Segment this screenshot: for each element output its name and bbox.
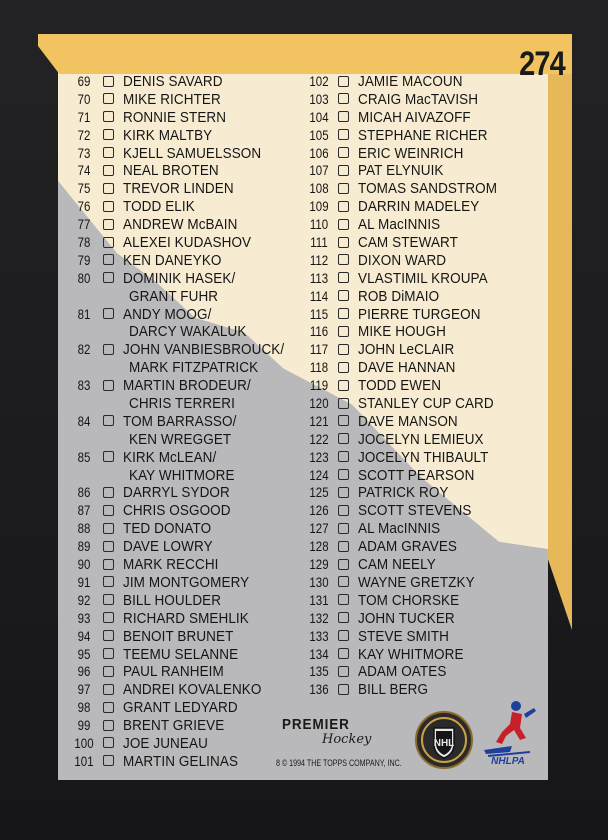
checklist-number: 93 (77, 610, 91, 626)
checkbox[interactable] (103, 380, 114, 391)
checklist-right-column (303, 73, 543, 699)
checkbox[interactable] (338, 433, 349, 444)
checklist-item (303, 234, 543, 252)
checklist-item (68, 610, 308, 628)
checklist-item (303, 323, 543, 341)
player-name: JOHN TUCKER (358, 609, 455, 627)
checkbox[interactable] (338, 451, 349, 462)
checklist-item (68, 717, 308, 735)
player-name: BILL HOULDER (123, 591, 222, 609)
player-name: JOCELYN LEMIEUX (358, 430, 484, 448)
player-name: CHRIS OSGOOD (123, 502, 231, 520)
checklist-number: 135 (309, 664, 329, 680)
checklist-item (303, 413, 543, 431)
player-name: NEAL BROTEN (123, 162, 219, 180)
checkbox[interactable] (103, 630, 114, 641)
checklist-number: 84 (77, 413, 91, 429)
checklist-item (303, 306, 543, 324)
checkbox[interactable] (338, 415, 349, 426)
checkbox[interactable] (103, 666, 114, 677)
checklist-item (68, 520, 308, 538)
checkbox[interactable] (103, 237, 114, 248)
checklist-number: 114 (309, 288, 329, 304)
checklist-item (303, 180, 543, 198)
checklist-item (68, 127, 308, 145)
checkbox[interactable] (338, 612, 349, 623)
checklist-number: 132 (309, 610, 329, 626)
checkbox[interactable] (338, 165, 349, 176)
checklist-item (303, 502, 543, 520)
checklist-number: 90 (77, 557, 91, 573)
player-name: ALEXEI KUDASHOV (123, 234, 252, 252)
player-name: MARK RECCHI (123, 556, 219, 574)
checkbox[interactable] (338, 398, 349, 409)
checklist-number: 111 (310, 235, 328, 251)
checklist-number: 125 (309, 485, 329, 501)
checklist-item (68, 270, 308, 288)
checklist-item (303, 449, 543, 467)
checklist-item (303, 484, 543, 502)
checklist-item (68, 484, 308, 502)
checklist-number: 88 (77, 521, 91, 537)
player-name: PATRICK ROY (358, 484, 449, 502)
checklist-number: 99 (77, 718, 91, 734)
checkbox[interactable] (103, 344, 114, 355)
checklist-item (303, 395, 543, 413)
player-name: ADAM OATES (358, 663, 447, 681)
checklist-number: 109 (309, 199, 329, 215)
player-name: SCOTT STEVENS (358, 502, 472, 520)
checklist-item (303, 198, 543, 216)
checklist-number: 87 (77, 503, 91, 519)
checklist-number: 91 (77, 574, 91, 590)
checkbox[interactable] (103, 415, 114, 426)
checklist-item (303, 109, 543, 127)
checklist-item (303, 341, 543, 359)
checkbox[interactable] (338, 93, 349, 104)
player-name: DIXON WARD (358, 251, 447, 269)
checklist-number: 77 (77, 217, 91, 233)
checklist-number: 92 (77, 592, 91, 608)
checkbox[interactable] (103, 308, 114, 319)
checkbox[interactable] (103, 737, 114, 748)
checklist-number: 69 (77, 74, 91, 89)
checkbox[interactable] (103, 612, 114, 623)
checklist-number: 103 (309, 91, 329, 107)
checklist-item (68, 663, 308, 681)
checklist-item (303, 216, 543, 234)
player-name: TED DONATO (123, 520, 212, 538)
checklist-item (68, 341, 308, 359)
copyright-line: 8 © 1994 THE TOPPS COMPANY, INC. (276, 758, 402, 769)
player-name: JAMIE MACOUN (358, 73, 463, 90)
svg-text:NHL: NHL (433, 738, 455, 749)
checklist-item (68, 306, 308, 324)
checkbox[interactable] (103, 201, 114, 212)
checklist-item (68, 574, 308, 592)
hockey-script: Hockey (322, 732, 372, 747)
checklist-number: 89 (77, 539, 91, 555)
checklist-number: 134 (309, 646, 329, 662)
checklist-number: 97 (77, 682, 91, 698)
checklist-number: 76 (77, 199, 91, 215)
player-name: ROB DiMAIO (358, 287, 440, 305)
player-name: JOE JUNEAU (123, 734, 208, 752)
checklist-number: 102 (309, 74, 329, 89)
player-name: MIKE HOUGH (358, 323, 446, 341)
checklist-number: 133 (309, 628, 329, 644)
player-name: STEPHANE RICHER (358, 126, 488, 144)
player-name: KEN DANEYKO (123, 251, 222, 269)
player-name: JOHN LeCLAIR (358, 341, 455, 359)
checklist-item (303, 467, 543, 485)
checkbox[interactable] (338, 272, 349, 283)
checkbox[interactable] (103, 541, 114, 552)
checkbox[interactable] (103, 254, 114, 265)
checklist-item (68, 646, 308, 664)
checklist-item-continued (68, 323, 308, 341)
checklist-number: 85 (77, 449, 91, 465)
checklist-item (68, 252, 308, 270)
checkbox[interactable] (338, 129, 349, 140)
player-name: DENIS SAVARD (123, 73, 223, 90)
player-name: KJELL SAMUELSSON (123, 144, 262, 162)
checkbox[interactable] (103, 219, 114, 230)
checklist-number: 79 (77, 252, 91, 268)
checklist-item (68, 681, 308, 699)
player-name: CAM NEELY (358, 556, 436, 574)
checkbox[interactable] (338, 326, 349, 337)
checkbox[interactable] (338, 237, 349, 248)
premier-hockey-logo (282, 716, 402, 758)
checklist-number: 104 (309, 109, 329, 125)
checklist-number: 127 (309, 521, 329, 537)
checkbox[interactable] (338, 487, 349, 498)
player-name: ANDREI KOVALENKO (123, 681, 262, 699)
checklist-number: 98 (77, 700, 91, 716)
checkbox[interactable] (103, 165, 114, 176)
checkbox[interactable] (103, 702, 114, 713)
checklist-number: 106 (309, 145, 329, 161)
checklist-item (68, 73, 308, 91)
checklist-item (303, 663, 543, 681)
checkbox[interactable] (338, 147, 349, 158)
player-name: JOCELYN THIBAULT (358, 448, 489, 466)
player-name: MARTIN BRODEUR/ (123, 377, 251, 395)
checklist-number: 122 (309, 431, 329, 447)
checkbox[interactable] (338, 523, 349, 534)
checklist-number: 119 (309, 378, 329, 394)
player-name: KIRK McLEAN/ (123, 448, 217, 466)
checkbox[interactable] (103, 272, 114, 283)
player-name: ANDREW McBAIN (123, 216, 238, 234)
checklist-item (303, 538, 543, 556)
checklist-number: 115 (309, 306, 329, 322)
player-name: RICHARD SMEHLIK (123, 609, 249, 627)
checklist-item (303, 646, 543, 664)
checklist-number: 126 (309, 503, 329, 519)
checkbox[interactable] (338, 505, 349, 516)
checklist-number: 117 (309, 342, 329, 358)
player-name: PAT ELYNUIK (358, 162, 444, 180)
checkbox[interactable] (103, 147, 114, 158)
player-name: TOM BARRASSO/ (123, 412, 237, 430)
player-name: TODD EWEN (358, 377, 442, 395)
checkbox[interactable] (103, 451, 114, 462)
checkbox[interactable] (338, 648, 349, 659)
checklist-number: 121 (309, 413, 329, 429)
checkbox[interactable] (103, 648, 114, 659)
player-name: KAY WHITMORE (358, 645, 464, 663)
player-name: TOMAS SANDSTROM (358, 180, 498, 198)
player-name: TEEMU SELANNE (123, 645, 239, 663)
player-name: KIRK MALTBY (123, 126, 213, 144)
checkbox[interactable] (338, 541, 349, 552)
checkbox[interactable] (338, 380, 349, 391)
player-name: SCOTT PEARSON (358, 466, 475, 484)
player-name: ADAM GRAVES (358, 538, 458, 556)
player-name: MICAH AIVAZOFF (358, 108, 471, 126)
checkbox[interactable] (103, 576, 114, 587)
checklist-item (68, 628, 308, 646)
player-name: STEVE SMITH (358, 627, 450, 645)
checklist-item (68, 502, 308, 520)
premier-wordmark: PREMIER (282, 716, 350, 733)
gold-top-tab (38, 34, 572, 74)
player-name: TODD ELIK (123, 198, 195, 216)
checklist-number: 110 (309, 217, 329, 233)
checklist-item (68, 145, 308, 163)
checkbox[interactable] (103, 684, 114, 695)
gold-side-strip (548, 40, 572, 630)
checklist-number: 94 (77, 628, 91, 644)
checklist-item (68, 735, 308, 753)
checklist-item (68, 377, 308, 395)
checklist-item-continued (68, 359, 308, 377)
checkbox[interactable] (338, 630, 349, 641)
checklist-item (303, 270, 543, 288)
checklist-item (303, 592, 543, 610)
checklist-item (68, 162, 308, 180)
checkbox[interactable] (338, 219, 349, 230)
checklist-item (68, 109, 308, 127)
player-name: PIERRE TURGEON (358, 305, 481, 323)
player-name-second: DARCY WAKALUK (129, 323, 247, 341)
player-name: DAVE LOWRY (123, 538, 213, 556)
checklist-item (303, 681, 543, 699)
checklist-item (303, 431, 543, 449)
checkbox[interactable] (103, 111, 114, 122)
checkbox[interactable] (338, 76, 349, 87)
checkbox[interactable] (103, 487, 114, 498)
player-name: WAYNE GRETZKY (358, 573, 475, 591)
player-name: TREVOR LINDEN (123, 180, 234, 198)
checkbox[interactable] (103, 720, 114, 731)
checklist-number: 136 (309, 682, 329, 698)
checklist-number: 80 (77, 270, 91, 286)
checklist-number: 70 (77, 91, 91, 107)
checklist-item (68, 699, 308, 717)
player-name: MIKE RICHTER (123, 90, 221, 108)
checklist-number: 105 (309, 127, 329, 143)
checkbox[interactable] (103, 505, 114, 516)
player-name: PAUL RANHEIM (123, 663, 224, 681)
checklist-number: 124 (309, 467, 329, 483)
checkbox[interactable] (103, 523, 114, 534)
checklist-item (303, 359, 543, 377)
player-name-second: KEN WREGGET (129, 430, 232, 448)
checkbox[interactable] (338, 666, 349, 677)
checklist-item (303, 162, 543, 180)
checklist-item-continued (68, 431, 308, 449)
checklist-number: 112 (309, 252, 329, 268)
checklist-number: 129 (309, 557, 329, 573)
checklist-number: 71 (77, 109, 91, 125)
checklist-item (303, 252, 543, 270)
checklist-number: 95 (77, 646, 91, 662)
checklist-number: 107 (309, 163, 329, 179)
checkbox[interactable] (338, 559, 349, 570)
checklist-item (303, 73, 543, 91)
checklist-item (303, 520, 543, 538)
checkbox[interactable] (103, 129, 114, 140)
checkbox[interactable] (103, 93, 114, 104)
checklist-item (303, 556, 543, 574)
player-name-second: KAY WHITMORE (129, 466, 235, 484)
player-name: CRAIG MacTAVISH (358, 90, 479, 108)
nhlpa-label: NHLPA (491, 756, 525, 767)
checklist-item (303, 628, 543, 646)
checklist-number: 73 (77, 145, 91, 161)
player-name: JOHN VANBIESBROUCK/ (123, 341, 285, 359)
checkbox[interactable] (338, 684, 349, 695)
player-name: RONNIE STERN (123, 108, 227, 126)
checklist-number: 113 (309, 270, 329, 286)
checkbox[interactable] (338, 469, 349, 480)
checklist-item (68, 91, 308, 109)
player-name: ANDY MOOG/ (123, 305, 212, 323)
player-name: ERIC WEINRICH (358, 144, 464, 162)
player-name: AL MacINNIS (358, 520, 441, 538)
checklist-number: 81 (77, 306, 91, 322)
player-name: DAVE HANNAN (358, 359, 456, 377)
player-name: BENOIT BRUNET (123, 627, 234, 645)
player-name: STANLEY CUP CARD (358, 395, 494, 413)
player-name: VLASTIMIL KROUPA (358, 269, 488, 287)
checklist-number: 78 (77, 235, 91, 251)
player-name: DARRIN MADELEY (358, 198, 480, 216)
checkbox[interactable] (338, 344, 349, 355)
player-name: DOMINIK HASEK/ (123, 269, 236, 287)
checkbox[interactable] (338, 362, 349, 373)
checkbox[interactable] (103, 183, 114, 194)
player-name: DAVE MANSON (358, 412, 458, 430)
player-name: DARRYL SYDOR (123, 484, 230, 502)
checklist-number: 130 (309, 574, 329, 590)
checklist-number: 118 (309, 360, 329, 376)
checklist-item (68, 234, 308, 252)
checklist-item (68, 413, 308, 431)
checklist-number: 86 (77, 485, 91, 501)
player-name-second: MARK FITZPATRICK (129, 359, 259, 377)
checklist-item (68, 216, 308, 234)
player-name-second: GRANT FUHR (129, 287, 219, 305)
checklist-number: 75 (77, 181, 91, 197)
checkbox[interactable] (338, 201, 349, 212)
checkbox[interactable] (338, 254, 349, 265)
checklist-number: 128 (309, 539, 329, 555)
checklist-item (68, 449, 308, 467)
checklist-number: 108 (309, 181, 329, 197)
checklist-item (68, 538, 308, 556)
checkbox[interactable] (338, 111, 349, 122)
checkbox[interactable] (103, 559, 114, 570)
checkbox[interactable] (103, 594, 114, 605)
checklist-number: 96 (77, 664, 91, 680)
player-name: BRENT GRIEVE (123, 717, 225, 735)
nhl-shield-icon (414, 710, 474, 770)
player-name: TOM CHORSKE (358, 591, 460, 609)
checkbox[interactable] (338, 576, 349, 587)
checklist-item (68, 180, 308, 198)
checklist-number: 116 (309, 324, 329, 340)
player-name: JIM MONTGOMERY (123, 573, 250, 591)
checklist-number: 131 (309, 592, 329, 608)
checklist-item (303, 127, 543, 145)
checklist-number: 82 (77, 342, 91, 358)
player-name: MARTIN GELINAS (123, 752, 239, 770)
checklist-number: 101 (74, 753, 94, 769)
checkbox[interactable] (338, 308, 349, 319)
checklist-number: 72 (77, 127, 91, 143)
checklist-item (303, 91, 543, 109)
checklist-number: 123 (309, 449, 329, 465)
checklist-number: 100 (74, 735, 94, 751)
checklist-number: 83 (77, 378, 91, 394)
checkbox[interactable] (103, 76, 114, 87)
checkbox[interactable] (338, 594, 349, 605)
checkbox[interactable] (338, 183, 349, 194)
checklist-item (68, 753, 308, 771)
card-number: 274 (519, 45, 565, 83)
checklist-item (68, 556, 308, 574)
checklist-number: 74 (77, 163, 91, 179)
checklist-item (68, 198, 308, 216)
checklist-item (303, 145, 543, 163)
checklist-item (303, 377, 543, 395)
player-name: CAM STEWART (358, 234, 458, 252)
checklist-item (303, 574, 543, 592)
checkbox[interactable] (103, 755, 114, 766)
checklist-item-continued (68, 395, 308, 413)
checklist-item (303, 288, 543, 306)
checkbox[interactable] (338, 290, 349, 301)
player-name: BILL BERG (358, 681, 429, 699)
checklist-number: 120 (309, 396, 329, 412)
checklist-item-continued (68, 288, 308, 306)
player-name: GRANT LEDYARD (123, 699, 238, 717)
checklist-left-column (68, 73, 308, 771)
checklist-item (68, 592, 308, 610)
checklist-item (303, 610, 543, 628)
checklist-item-continued (68, 467, 308, 485)
player-name: AL MacINNIS (358, 216, 441, 234)
player-name-second: CHRIS TERRERI (129, 395, 235, 413)
